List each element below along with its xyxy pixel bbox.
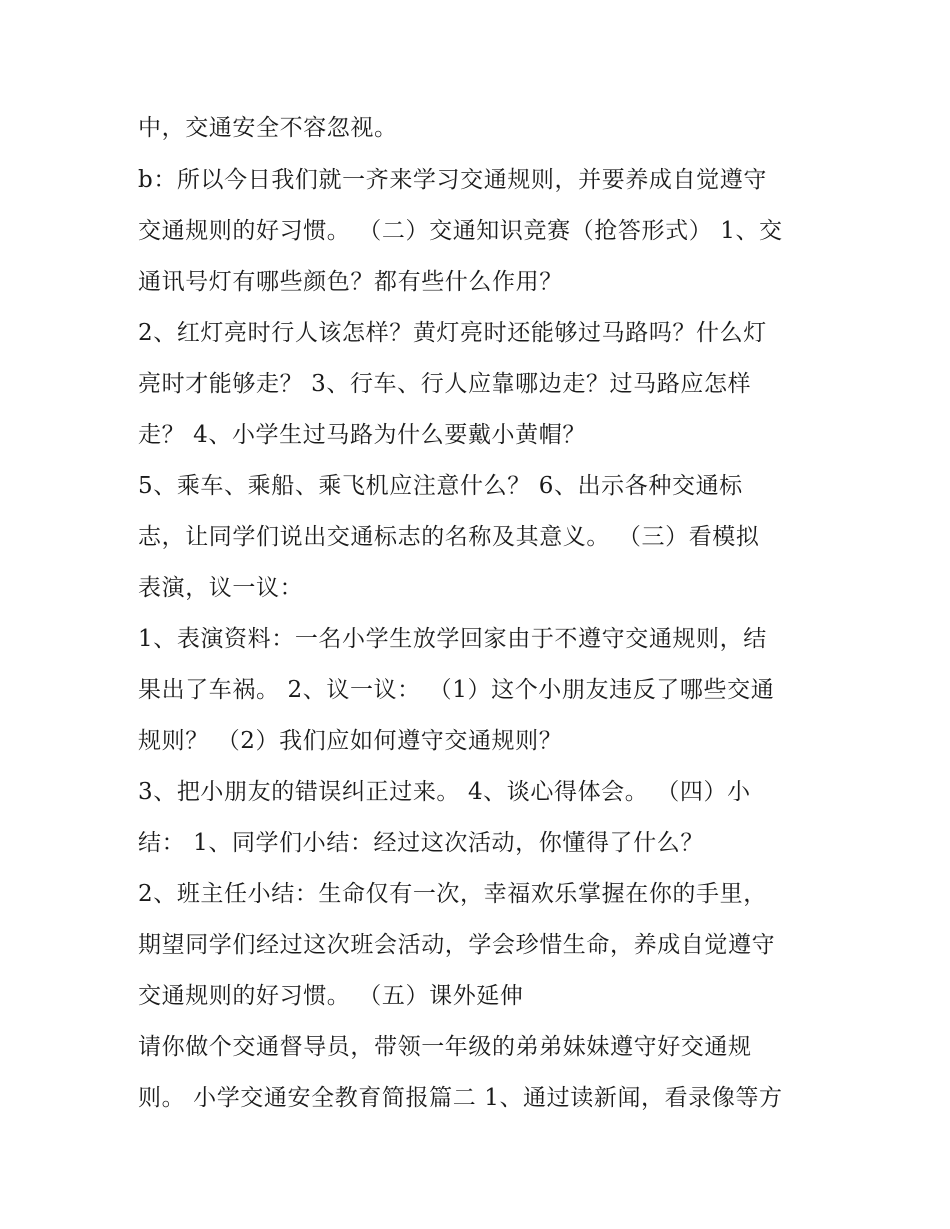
text-line: 中，交通安全不容忽视。 bbox=[138, 115, 398, 141]
text-line: 交通规则的好习惯。 （五）课外延伸 bbox=[138, 983, 524, 1009]
text-line: 果出了车祸。 2、议一议： （1）这个小朋友违反了哪些交通 bbox=[138, 677, 775, 703]
text-line: 志，让同学们说出交通标志的名称及其意义。 （三）看模拟 bbox=[138, 524, 760, 550]
text-line: 请你做个交通督导员，带领一年级的弟弟妹妹遵守好交通规 bbox=[138, 1034, 752, 1060]
text-line: 通讯号灯有哪些颜色？都有些什么作用？ bbox=[138, 269, 563, 295]
text-line: 期望同学们经过这次班会活动，学会珍惜生命，养成自觉遵守 bbox=[138, 932, 776, 958]
text-line: 5、乘车、乘船、乘飞机应注意什么？ 6、出示各种交通标 bbox=[138, 473, 743, 499]
text-line: 2、红灯亮时行人该怎样？黄灯亮时还能够过马路吗？什么灯 bbox=[138, 320, 767, 346]
text-line: 则。 小学交通安全教育简报篇二 1、通过读新闻，看录像等方 bbox=[138, 1085, 783, 1111]
text-line: 交通规则的好习惯。 （二）交通知识竞赛（抢答形式） 1、交 bbox=[138, 218, 783, 244]
text-line: b：所以今日我们就一齐来学习交通规则，并要养成自觉遵守 bbox=[138, 167, 767, 193]
text-line: 规则？ （2）我们应如何遵守交通规则？ bbox=[138, 728, 563, 754]
text-line: 2、班主任小结：生命仅有一次，幸福欢乐掌握在你的手里， bbox=[138, 881, 767, 907]
text-line: 走？ 4、小学生过马路为什么要戴小黄帽？ bbox=[138, 422, 586, 448]
text-line: 结： 1、同学们小结：经过这次活动，你懂得了什么？ bbox=[138, 830, 704, 856]
text-line: 1、表演资料：一名小学生放学回家由于不遵守交通规则，结 bbox=[138, 626, 767, 652]
text-line: 表演，议一议： bbox=[138, 575, 304, 601]
text-line: 3、把小朋友的错误纠正过来。 4、谈心得体会。 （四）小 bbox=[138, 779, 751, 805]
text-line: 亮时才能够走？ 3、行车、行人应靠哪边走？过马路应怎样 bbox=[138, 371, 752, 397]
